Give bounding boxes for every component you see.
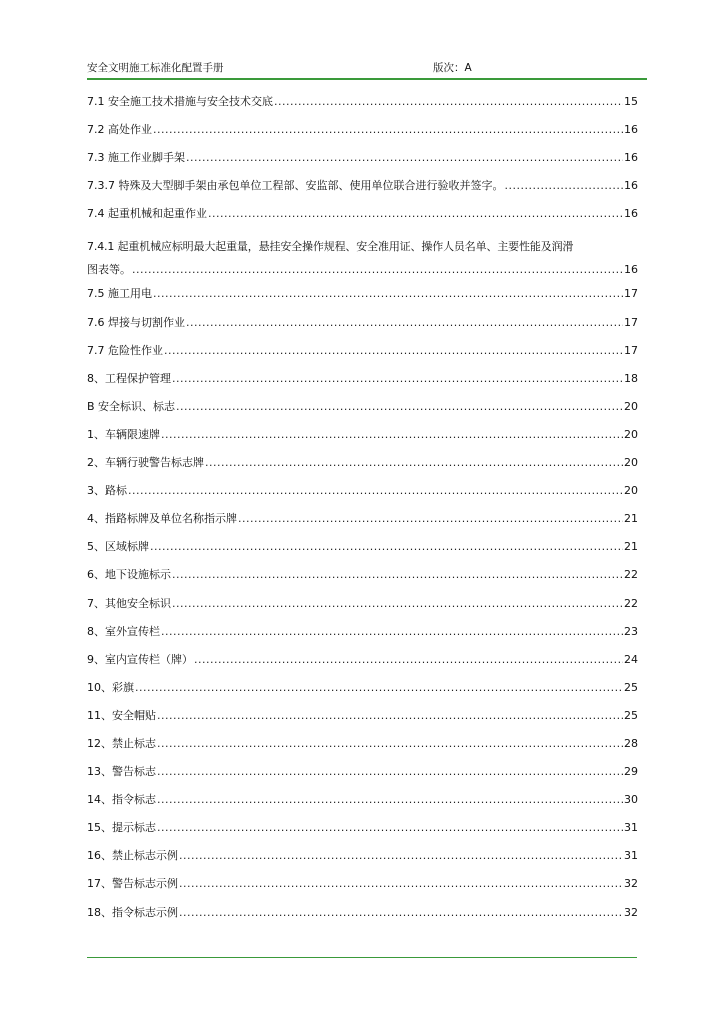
toc-entry-label: 7.3 施工作业脚手架: [87, 151, 185, 165]
toc-page-number: 16: [624, 123, 638, 137]
toc-leader: [157, 765, 623, 779]
toc-entry-label: 7.4 起重机械和起重作业: [87, 207, 207, 221]
toc-entry-label: 16、禁止标志示例: [87, 849, 178, 863]
toc-entry[interactable]: [87, 821, 638, 849]
toc-page-number: 15: [624, 95, 638, 108]
toc-entry[interactable]: [87, 235, 638, 287]
toc-entry-label: 4、指路标牌及单位名称指示牌: [87, 512, 237, 526]
toc-entry[interactable]: [87, 207, 638, 235]
toc-entry-label: 14、指令标志: [87, 793, 156, 807]
toc-entry[interactable]: [87, 653, 638, 681]
toc-entry-label: 3、路标: [87, 484, 127, 498]
toc-page-number: 20: [624, 484, 638, 498]
toc-page-number: 17: [624, 287, 638, 301]
toc-entry[interactable]: [87, 400, 638, 428]
toc-entry[interactable]: [87, 287, 638, 315]
toc-entry[interactable]: [87, 906, 638, 934]
toc-page-number: 23: [624, 624, 638, 638]
toc-leader: [208, 207, 623, 221]
toc-page-number: 28: [624, 736, 638, 750]
toc-page-number: 17: [624, 315, 638, 329]
toc-entry[interactable]: [87, 344, 638, 372]
toc-page-number: 25: [624, 680, 638, 694]
toc-leader: [135, 681, 623, 695]
toc-entry[interactable]: [87, 316, 638, 344]
toc-entry-label: 8、室外宣传栏: [87, 624, 160, 638]
toc-entry[interactable]: [87, 793, 638, 821]
toc-entry-label: 9、室内宣传栏（牌）: [87, 652, 193, 666]
footer-divider: [87, 957, 637, 958]
toc-entry[interactable]: [87, 179, 638, 207]
toc-entry[interactable]: [87, 428, 638, 456]
toc-page-number: 16: [624, 207, 638, 221]
toc-entry-label: B 安全标识、标志: [87, 399, 176, 413]
toc-entry[interactable]: [87, 372, 638, 400]
toc-leader: [157, 793, 623, 807]
toc-entry-label: 2、车辆行驶警告标志牌: [87, 456, 204, 470]
toc-leader: [153, 287, 623, 301]
toc-leader: [161, 625, 623, 639]
toc-entry-label: 17、警告标志示例: [87, 877, 178, 891]
toc-leader: [504, 179, 623, 193]
toc-entry-label: 5、区域标牌: [87, 540, 149, 554]
toc-page-number: 25: [624, 708, 638, 722]
toc-entry[interactable]: [87, 765, 638, 793]
header-divider: [87, 78, 647, 80]
toc-page-number: 20: [624, 427, 638, 441]
toc-leader: [179, 906, 623, 920]
toc-page-number: 22: [624, 596, 638, 610]
toc-page-number: 31: [624, 821, 638, 835]
toc-page-number: 16: [624, 179, 638, 193]
toc-leader: [179, 849, 623, 863]
toc-page-number: 20: [624, 399, 638, 413]
toc-entry[interactable]: [87, 737, 638, 765]
toc-entry[interactable]: [87, 484, 638, 512]
toc-page-number: 17: [624, 343, 638, 357]
toc-leader: [128, 484, 623, 498]
toc-entry-label: 10、彩旗: [87, 680, 134, 694]
toc-leader: [157, 737, 623, 751]
toc-leader: [186, 151, 623, 165]
toc-entry-label: 7.5 施工用电: [87, 287, 152, 301]
toc-entry[interactable]: [87, 709, 638, 737]
toc-entry-label: 6、地下设施标示: [87, 568, 171, 582]
toc-leader: [176, 400, 623, 414]
toc-page-number: 24: [624, 652, 638, 666]
toc-entry-label: 7、其他安全标识: [87, 596, 171, 610]
toc-entry[interactable]: [87, 456, 638, 484]
toc-entry-line2: [87, 263, 638, 277]
toc-page-number: 20: [624, 456, 638, 470]
toc-leader: [186, 316, 623, 330]
toc-leader: [153, 123, 623, 137]
toc-leader: [179, 877, 623, 891]
document-title: 安全文明施工标准化配置手册: [87, 62, 224, 74]
toc-leader: [157, 821, 623, 835]
toc-entry-label: 18、指令标志示例: [87, 905, 178, 919]
toc-leader: [164, 344, 623, 358]
toc-page-number: 16: [624, 263, 638, 277]
toc-page-number: 29: [624, 765, 638, 779]
toc-page-number: 30: [624, 793, 638, 807]
table-of-contents: [87, 95, 638, 934]
toc-page-number: 16: [624, 151, 638, 165]
toc-page-number: 21: [624, 540, 638, 554]
toc-entry-label: 12、禁止标志: [87, 736, 156, 750]
toc-entry-label: 7.6 焊接与切割作业: [87, 315, 185, 329]
toc-leader: [274, 95, 623, 109]
toc-entry-label-line1: 7.4.1 起重机械应标明最大起重量，悬挂安全操作规程、安全准用证、操作人员名单、主要性能及润滑: [87, 240, 574, 254]
toc-leader: [172, 568, 623, 582]
toc-entry[interactable]: [87, 123, 638, 151]
toc-leader: [132, 263, 623, 277]
toc-leader: [172, 597, 623, 611]
toc-entry-label: 13、警告标志: [87, 765, 156, 779]
toc-entry[interactable]: [87, 540, 638, 568]
toc-leader: [238, 512, 623, 526]
toc-entry[interactable]: [87, 877, 638, 905]
toc-entry[interactable]: [87, 151, 638, 179]
toc-entry[interactable]: [87, 597, 638, 625]
toc-entry[interactable]: [87, 95, 638, 123]
toc-entry[interactable]: [87, 568, 638, 596]
toc-entry-label: 8、工程保护管理: [87, 371, 171, 385]
toc-leader: [172, 372, 623, 386]
toc-entry-label: 11、安全帽贴: [87, 708, 156, 722]
toc-entry[interactable]: [87, 512, 638, 540]
toc-entry-label: 7.1 安全施工技术措施与安全技术交底: [87, 95, 273, 108]
toc-page-number: 18: [624, 371, 638, 385]
toc-page-number: 32: [624, 877, 638, 891]
version-label: 版次：A: [433, 62, 472, 74]
toc-page-number: 21: [624, 512, 638, 526]
toc-entry-label: 1、车辆限速牌: [87, 427, 160, 441]
toc-entry-label: 7.2 高处作业: [87, 123, 152, 137]
toc-leader: [161, 428, 623, 442]
toc-leader: [150, 540, 623, 554]
toc-entry-label: 图表等。: [87, 263, 131, 277]
toc-page-number: 22: [624, 568, 638, 582]
toc-page-number: 32: [624, 905, 638, 919]
toc-entry-label: 7.7 危险性作业: [87, 343, 163, 357]
toc-page-number: 31: [624, 849, 638, 863]
toc-entry[interactable]: [87, 681, 638, 709]
page-header: [87, 61, 647, 77]
toc-entry-label: 7.3.7 特殊及大型脚手架由承包单位工程部、安监部、使用单位联合进行验收并签字。: [87, 179, 504, 193]
toc-entry-label: 15、提示标志: [87, 821, 156, 835]
toc-leader: [194, 653, 623, 667]
toc-entry[interactable]: [87, 625, 638, 653]
toc-leader: [157, 709, 623, 723]
toc-leader: [205, 456, 623, 470]
toc-entry[interactable]: [87, 849, 638, 877]
